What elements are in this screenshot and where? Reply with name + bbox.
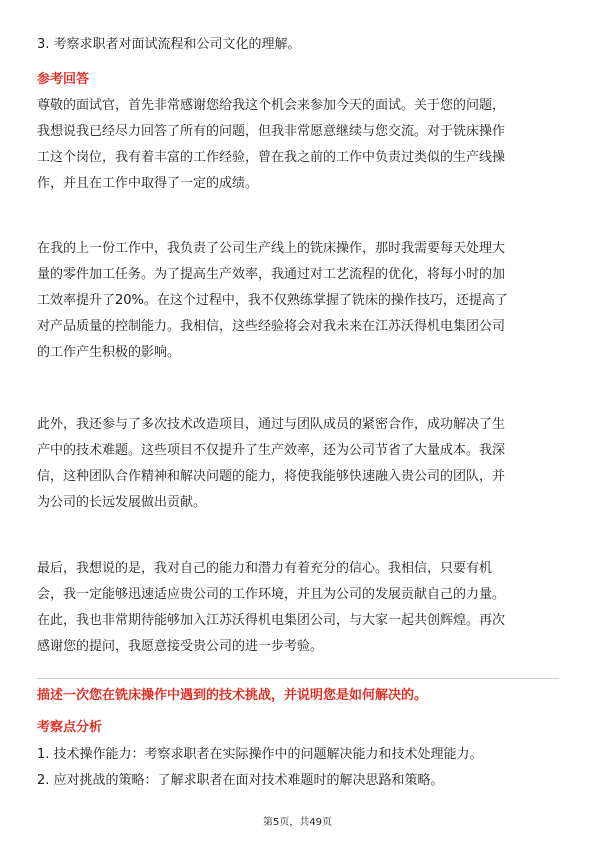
paragraph-line: 信，这种团队合作精神和解决问题的能力，将使我能够快速融入贵公司的团队，并 — [37, 469, 506, 484]
paragraph-line: 在我的上一份工作中，我负责了公司生产线上的铣床操作，那时我需要每天处理大 — [37, 241, 506, 256]
paragraph-1 — [37, 93, 559, 197]
intro-block — [37, 32, 559, 58]
analysis-list — [37, 742, 559, 794]
paragraph-line: 的工作产生积极的影响。 — [37, 345, 181, 360]
analysis-item: 2. 应对挑战的策略：了解求职者在面对技术难题时的解决思路和策略。 — [37, 773, 444, 788]
question-heading: 描述一次您在铣床操作中遇到的技术挑战，并说明您是如何解决的。 — [37, 688, 428, 703]
section-divider — [37, 678, 559, 679]
paragraph-4 — [37, 556, 559, 660]
paragraph-3 — [37, 412, 559, 516]
paragraph-line: 对产品质量的控制能力。我相信，这些经验将会对我未来在江苏沃得机电集团公司 — [37, 319, 506, 334]
reference-heading: 参考回答 — [37, 72, 90, 87]
paragraph-line: 我想说我已经尽力回答了所有的问题，但我非常愿意继续与您交流。对于铣床操作 — [37, 124, 506, 139]
paragraph-line: 工效率提升了20%。在这个过程中，我不仅熟练掌握了铣床的操作技巧，还提高了 — [37, 293, 508, 308]
paragraph-line: 尊敬的面试官，首先非常感谢您给我这个机会来参加今天的面试。关于您的问题， — [37, 98, 506, 113]
paragraph-line: 作，并且在工作中取得了一定的成绩。 — [37, 176, 259, 191]
paragraph-line: 会，我一定能够迅速适应贵公司的工作环境，并且为公司的发展贡献自己的力量。 — [37, 587, 506, 602]
paragraph-line: 为公司的长远发展做出贡献。 — [37, 495, 207, 510]
paragraph-line: 量的零件加工任务。为了提高生产效率，我通过对工艺流程的优化，将每小时的加 — [37, 267, 506, 282]
paragraph-line: 在此，我也非常期待能够加入江苏沃得机电集团公司，与大家一起共创辉煌。再次 — [37, 613, 506, 628]
paragraph-line: 感谢您的提问，我愿意接受贵公司的进一步考验。 — [37, 639, 324, 654]
page-number-footer: 第5页，共49页 — [262, 817, 333, 828]
intro-item: 3. 考察求职者对面试流程和公司文化的理解。 — [37, 37, 301, 52]
paragraph-line: 产中的技术难题。这些项目不仅提升了生产效率，还为公司节省了大量成本。我深 — [37, 443, 506, 458]
paragraph-2 — [37, 236, 559, 366]
paragraph-line: 此外，我还参与了多次技术改造项目，通过与团队成员的紧密合作，成功解决了生 — [37, 417, 506, 432]
analysis-item: 1. 技术操作能力：考察求职者在实际操作中的问题解决能力和技术处理能力。 — [37, 747, 483, 762]
paragraph-line: 最后，我想说的是，我对自己的能力和潜力有着充分的信心。我相信，只要有机 — [37, 561, 493, 576]
analysis-heading: 考察点分析 — [37, 720, 103, 735]
paragraph-line: 工这个岗位，我有着丰富的工作经验，曾在我之前的工作中负责过类似的生产线操 — [37, 150, 506, 165]
